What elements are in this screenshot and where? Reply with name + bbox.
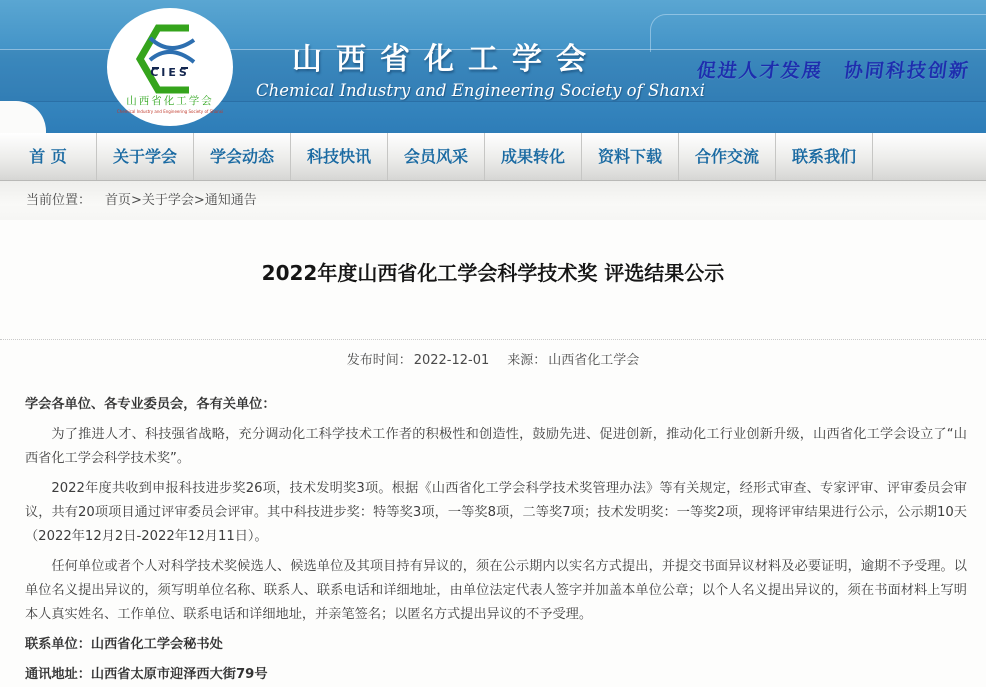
article-title: 2022年度山西省化工学会科学技术奖 评选结果公示 (261, 261, 725, 285)
results-paragraph: 2022年度共收到申报科技进步奖26项，技术发明奖3项。根据《山西省化工学会科学技术奖管理办法》等有关规定，经形式审查、专家评审、评审委员会审议，共有20项项目通过评审委员会评审。其中科技进步奖：特等奖3项，一等奖8项，二等奖7项；技术发明奖：一等奖2项，现将评审结果进行公示，公示期10天（2022年12月2日-2022年12月11日）。 (25, 481, 967, 544)
breadcrumb-path[interactable]: 首页>关于学会>通知通告 (105, 193, 257, 208)
main-nav (0, 133, 986, 181)
nav-item-contact[interactable]: 联系我们 (776, 133, 873, 180)
logo-caption-en: Chemical Industry and Engineering Society of Shanxi (116, 109, 224, 114)
logo-name-cn: 山西省化工学会 (126, 95, 214, 107)
header-tab-shape (650, 14, 986, 52)
breadcrumb (0, 181, 986, 220)
site-title-en: Chemical Industry and Engineering Society of Shanxi (256, 81, 705, 100)
nav-item-members[interactable]: 会员风采 (388, 133, 485, 180)
intro-paragraph: 为了推进人才、科技强省战略，充分调动化工科学技术工作者的积极性和创造性，鼓励先进、促进创新，推动化工行业创新升级，山西省化工学会设立了“山西省化工学会科学技术奖”。 (25, 427, 967, 466)
nav-item-tech-express[interactable]: 科技快讯 (291, 133, 388, 180)
objection-paragraph: 任何单位或者个人对科学技术奖候选人、候选单位及其项目持有异议的，须在公示期内以实名方式提出，并提交书面异议材料及必要证明，逾期不予受理。以单位名义提出异议的，须写明单位名称、联系人、联系电话和详细地址，由单位法定代表人签字并加盖本单位公章；以个人名义提出异议的，须在书面材料上写明本人真实姓名、工作单位、联系电话和详细地址，并亲笔签名；以匿名方式提出异议的不予受理。 (25, 559, 967, 622)
society-logo[interactable] (106, 7, 234, 128)
article (0, 220, 986, 687)
nav-item-achievements[interactable]: 成果转化 (485, 133, 582, 180)
logo-acronym: CIES (150, 66, 190, 79)
contact-unit-line: 联系单位：山西省化工学会秘书处 (25, 637, 223, 652)
contact-address-line: 通讯地址：山西省太原市迎泽西大街79号 (25, 667, 268, 682)
publish-time-value: 2022-12-01 (413, 353, 490, 368)
source-label: 来源： (507, 353, 547, 368)
breadcrumb-label: 当前位置： (26, 193, 92, 208)
article-meta (0, 339, 986, 368)
society-logo-image (106, 7, 234, 128)
salutation-line: 学会各单位、各专业委员会，各有关单位： (25, 397, 276, 412)
site-title-cn: 山西省化工学会 (292, 42, 600, 77)
header-corner-swoosh (0, 101, 46, 133)
source-value: 山西省化工学会 (548, 353, 640, 368)
nav-item-home[interactable]: 首 页 (0, 133, 97, 180)
nav-item-news[interactable]: 学会动态 (194, 133, 291, 180)
site-brand (256, 34, 705, 100)
nav-item-cooperation[interactable]: 合作交流 (679, 133, 776, 180)
article-body (0, 393, 986, 687)
site-slogan: 促进人才发展 协同科技创新 (695, 60, 972, 82)
nav-item-about[interactable]: 关于学会 (97, 133, 194, 180)
nav-item-downloads[interactable]: 资料下载 (582, 133, 679, 180)
publish-time-label: 发布时间： (346, 353, 412, 368)
site-header (0, 0, 986, 133)
